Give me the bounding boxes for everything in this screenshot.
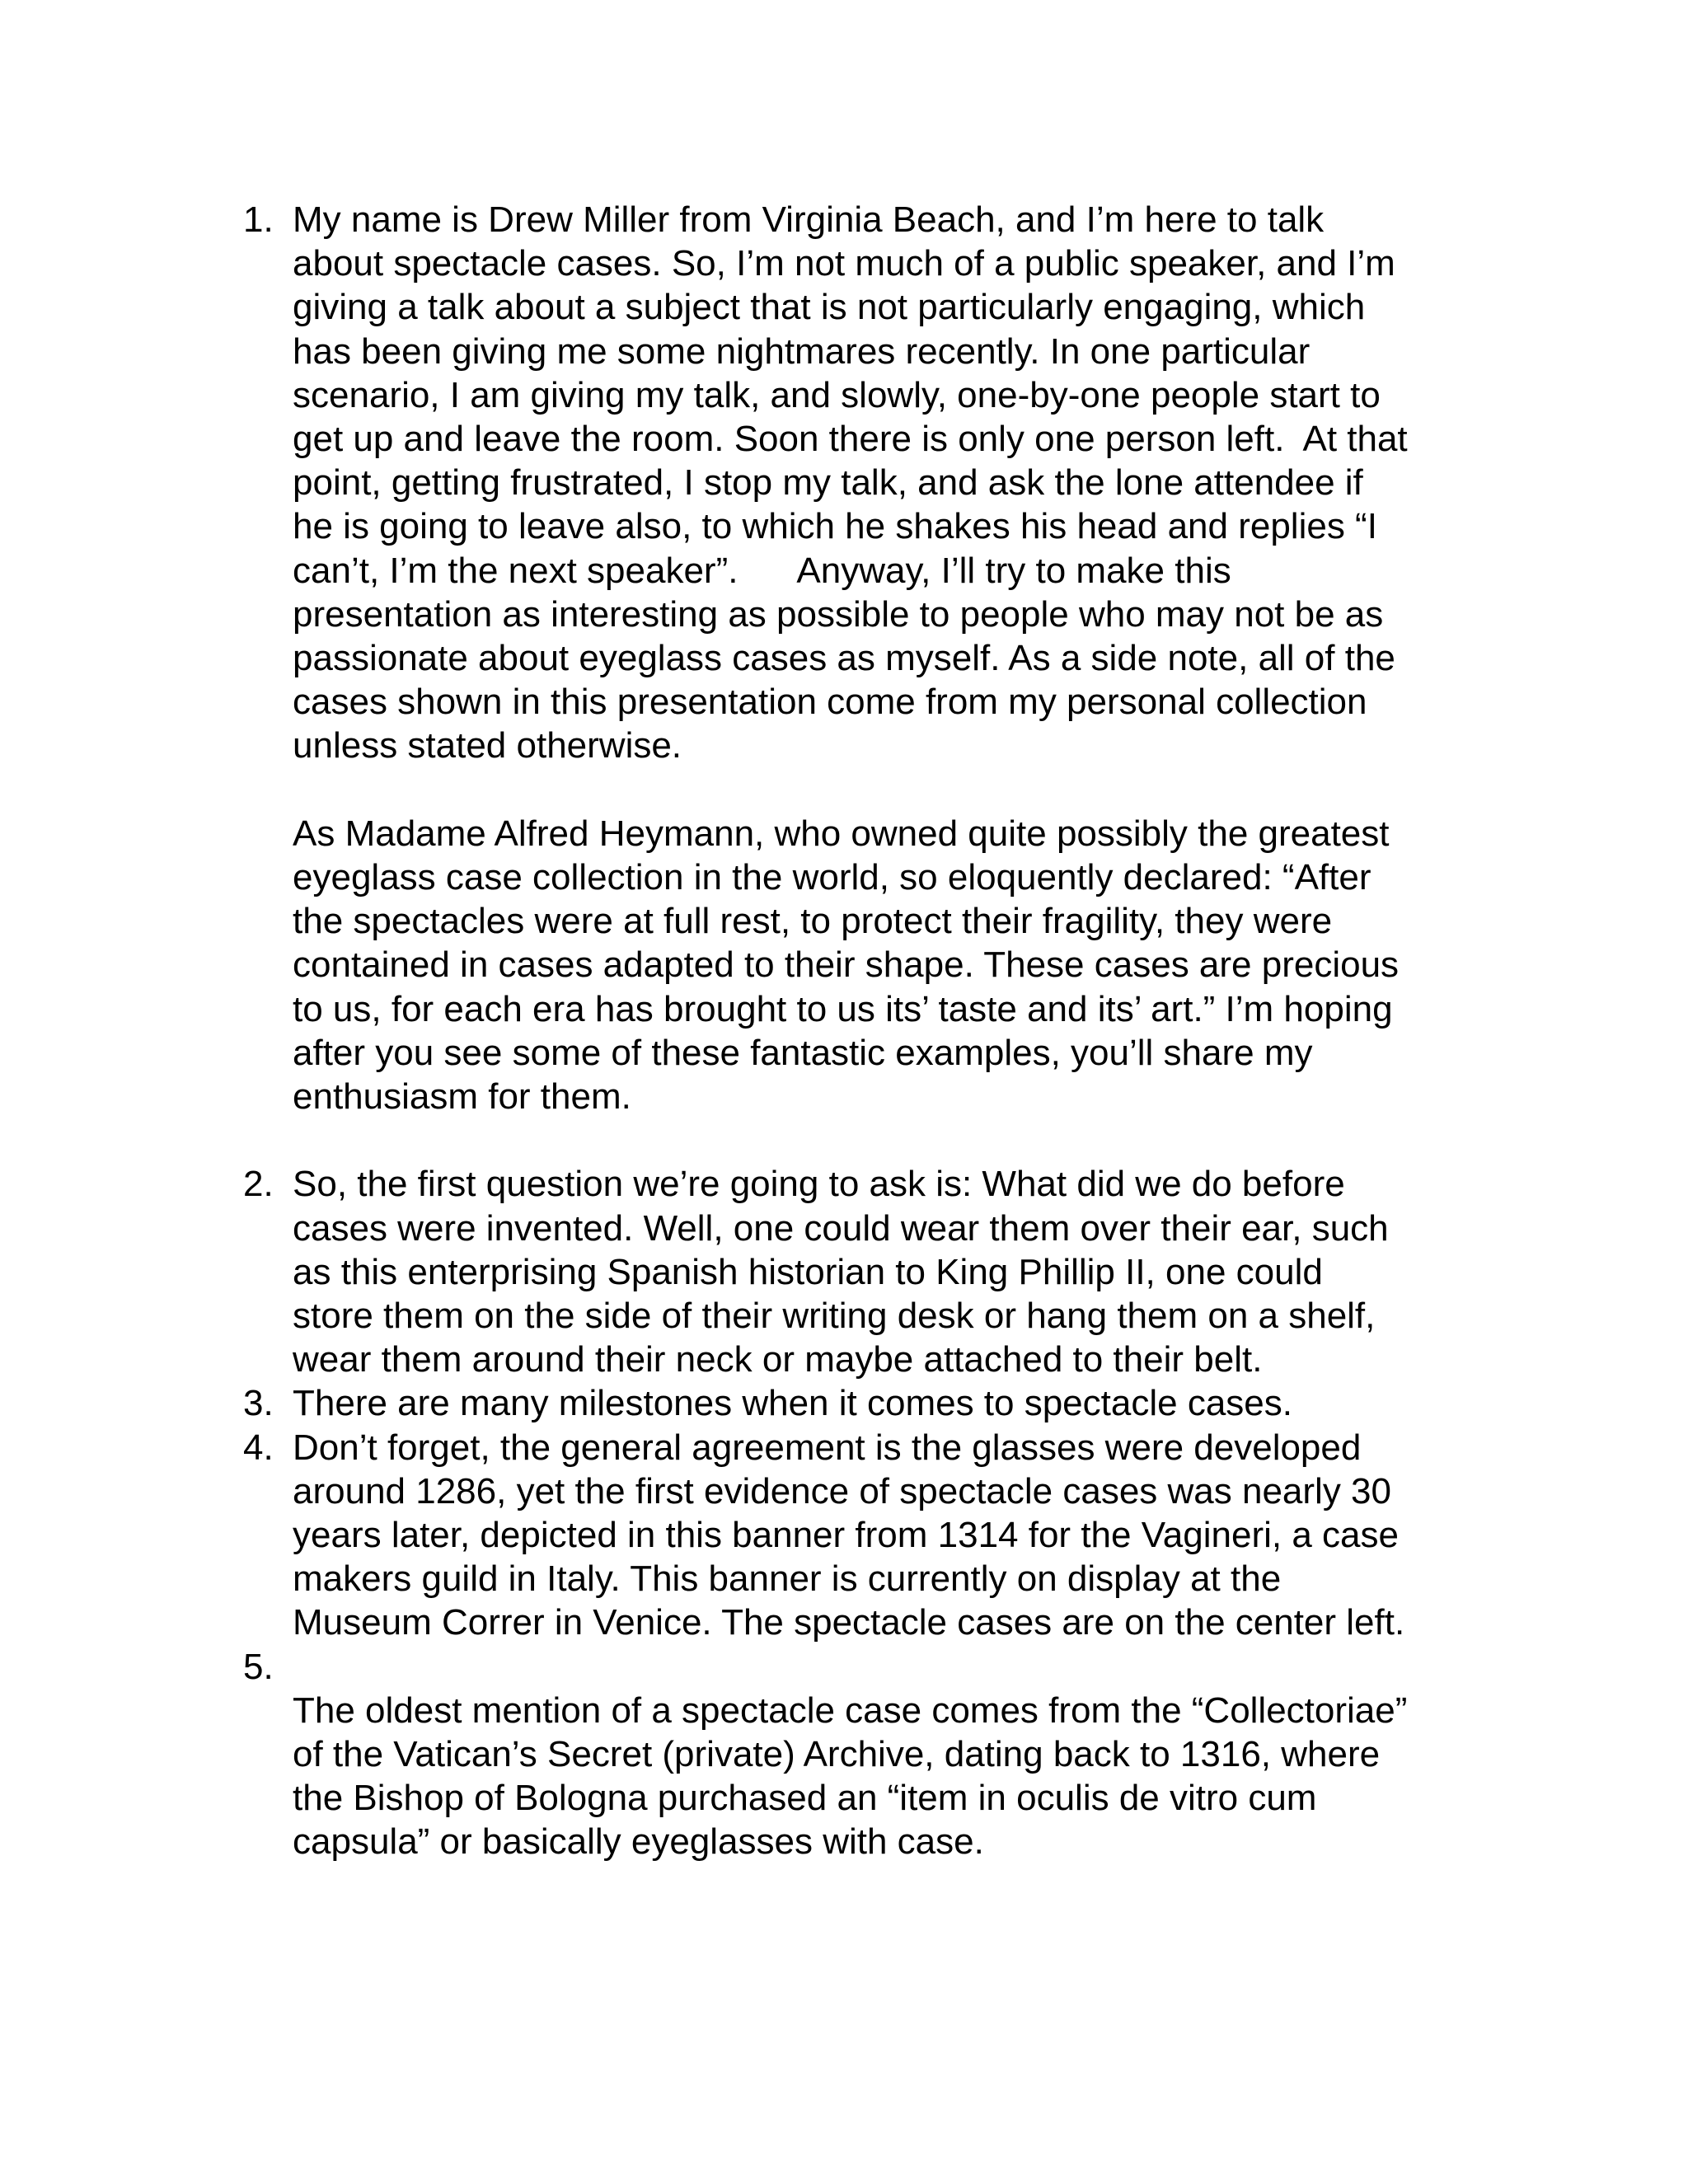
list-number: 3. bbox=[243, 1383, 274, 1424]
paragraph: As Madame Alfred Heymann, who owned quite possibly the greatest eyeglass case collection in the world, so eloquently declared: “After the spectacles were at full rest, to protect their fragility, they were contained in cases adapted to their shape. These cases are precious to us, for each era has brought to us its’ taste and its’ art.” I’m hoping after you see some of these fantastic examples, you’ll share my enthusiasm for them. bbox=[293, 813, 1400, 1118]
paragraph: There are many milestones when it comes to spectacle cases. bbox=[293, 1383, 1292, 1424]
paragraph: The oldest mention of a spectacle case comes from the “Collectoriae” of the Vatican’s Secret (private) Archive, dating back to 1316, where the Bishop of Bologna purchased an “item in oculis de vitro cum capsula” or basically eyeglasses with case. bbox=[293, 1690, 1408, 1863]
list-item-1 bbox=[243, 198, 1512, 1118]
list-number: 1. bbox=[243, 199, 274, 240]
paragraph: Don’t forget, the general agreement is the glasses were developed around 1286, yet the first evidence of spectacle cases was nearly 30 years later, depicted in this banner from 1314 for the Vagineri, a case makers guild in Italy. This banner is currently on display at the Museum Correr in Venice. The spectacle cases are on the center left. bbox=[293, 1427, 1405, 1643]
paragraph-gap bbox=[293, 768, 1512, 812]
list-item-2 bbox=[243, 1162, 1512, 1381]
list-number: 5. bbox=[243, 1646, 274, 1687]
paragraph: So, the first question we’re going to ask is: What did we do before cases were invented. Well, one could wear them over their ear, such as this enterprising Spanish historian to King Phillip II, one could store them on the side of their writing desk or hang them on a shelf, wear them around their neck or maybe attached to their belt. bbox=[293, 1164, 1389, 1380]
list-item-4 bbox=[243, 1426, 1512, 1645]
list-number: 4. bbox=[243, 1427, 274, 1468]
paragraph: My name is Drew Miller from Virginia Beach, and I’m here to talk about spectacle cases. So, I’m not much of a public speaker, and I’m giving a talk about a subject that is not particularly engaging, which has been giving me some nightmares recently. In one particular scenario, I am giving my talk, and slowly, one-by-one people start to get up and leave the room. Soon there is only one person left. At that point, getting frustrated, I stop my talk, and ask the lone attendee if he is going to leave also, to which he shakes his head and replies “I can’t, I’m the next speaker”. Anyway, I’ll try to make this presentation as interesting as possible to people who may not be as passionate about eyeglass cases as myself. As a side note, all of the cases shown in this presentation come from my personal collection unless stated otherwise. bbox=[293, 199, 1408, 766]
list-item-5 bbox=[243, 1645, 1512, 1864]
item-gap bbox=[243, 1118, 1512, 1162]
list-number: 2. bbox=[243, 1164, 274, 1205]
list-item-3 bbox=[243, 1381, 1512, 1425]
numbered-list bbox=[243, 198, 1512, 1864]
